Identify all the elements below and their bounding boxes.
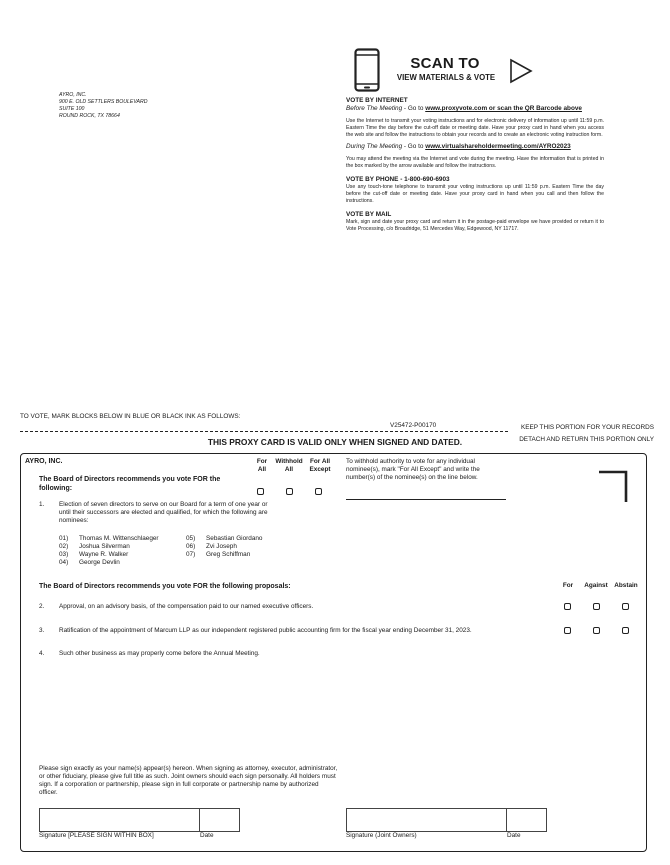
mailing-address: [59, 92, 209, 120]
nominee-name: Sebastian Giordano: [206, 535, 263, 542]
mail-heading: VOTE BY MAIL: [346, 211, 392, 218]
during-meeting-label: During The Meeting: [346, 143, 403, 150]
nominee-num: 03): [59, 551, 69, 558]
internet-before: [346, 105, 604, 113]
nominee-num: 05): [186, 535, 196, 542]
signature-box[interactable]: [39, 808, 200, 832]
sign-instructions: Please sign exactly as your name(s) appear(s) hereon. When signing as attorney, executor, administrator, or other fiduciary, please give full title as such. Joint owners should each sign personally. All holders must sign. If a corporation or partnership, please sign in full corporate or partnership name by authorized officer.: [39, 765, 338, 796]
mark-instruction: TO VOTE, MARK BLOCKS BELOW IN BLUE OR BLACK INK AS FOLLOWS:: [20, 413, 241, 420]
joint-signature-label: Signature (Joint Owners): [346, 832, 417, 839]
col-for-all-l1: For: [256, 458, 268, 465]
col-withhold-l1: Withhold: [275, 458, 303, 465]
nominee-num: 04): [59, 559, 69, 566]
item3-text: Ratification of the appointment of Marcum LLP as our independent registered public accounting firm for the fiscal year ending December 31, 2023.: [59, 627, 472, 634]
nominee-name: Thomas M. Wittenschlaeger: [79, 535, 159, 542]
item4-number: 4.: [39, 650, 45, 657]
item2-text: Approval, on an advisory basis, of the compensation paid to our named executive officers.: [59, 603, 314, 610]
nominee-name: Zvi Joseph: [206, 543, 237, 550]
col-for-all-header: [251, 458, 273, 474]
col-withhold-header: [272, 458, 306, 474]
item1-number: 1.: [39, 501, 45, 508]
internet-para2: You may attend the meeting via the Internet and vote during the meeting. Have the information that is printed in the box marked by the arrow available and follow the instructions.: [346, 156, 604, 169]
col-for-header: For: [562, 582, 574, 589]
nominee-2: [59, 543, 189, 551]
nominee-list-left: [59, 535, 189, 567]
card-company: AYRO, INC.: [25, 458, 63, 465]
internet-para1: Use the Internet to transmit your voting instructions and for electronic delivery of information up until 11:59 p.m. Eastern Time the day before the cut-off date or meeting date. Have your proxy card in hand when you access the web site and follow the instructions to obtain your records and to create an electronic voting instruction form.: [346, 118, 604, 138]
withhold-all-checkbox[interactable]: [286, 488, 293, 495]
address-company: AYRO, INC.: [59, 92, 87, 98]
item1-text: Election of seven directors to serve on our Board for a term of one year or until their successors are elected and qualified, for which the following are nominees:: [59, 501, 268, 524]
col-abstain-header: Abstain: [614, 582, 638, 589]
item2-for-checkbox[interactable]: [564, 603, 571, 610]
col-except-l2: Except: [309, 466, 331, 473]
nominee-1: [59, 535, 189, 543]
phone-heading: VOTE BY PHONE - 1-800-690-6903: [346, 176, 450, 183]
nominee-7: [186, 551, 296, 559]
vote-instructions: [346, 97, 604, 233]
col-except-header: [305, 458, 335, 474]
nominee-num: 06): [186, 543, 196, 550]
item3-against-checkbox[interactable]: [593, 627, 600, 634]
address-line2: SUITE 100: [59, 106, 85, 112]
nominee-number-line[interactable]: [346, 499, 506, 500]
recommend-proposals: The Board of Directors recommends you vote FOR the following proposals:: [39, 583, 291, 590]
tear-line: [20, 431, 508, 432]
item2-number: 2.: [39, 603, 45, 610]
mail-text: Mark, sign and date your proxy card and return it in the postage-paid envelope we have provided or return it to Vote Processing, c/o Broadridge, 51 Mercedes Way, Edgewood, NY 11717.: [346, 219, 604, 232]
nominee-5: [186, 535, 296, 543]
nominee-name: Wayne R. Walker: [79, 551, 129, 558]
nominee-name: Greg Schiffman: [206, 551, 251, 558]
date-label: Date: [200, 832, 214, 839]
nominee-6: [186, 543, 296, 551]
scan-subtitle: VIEW MATERIALS & VOTE: [396, 73, 496, 82]
date-box[interactable]: [199, 808, 240, 832]
nominee-num: 07): [186, 551, 196, 558]
detach-portion-label: DETACH AND RETURN THIS PORTION ONLY: [519, 436, 654, 443]
item4-text: Such other business as may properly come before the Annual Meeting.: [59, 650, 260, 657]
joint-date-label: Date: [507, 832, 521, 839]
item3-abstain-checkbox[interactable]: [622, 627, 629, 634]
nominee-list-right: [186, 535, 296, 559]
valid-notice: THIS PROXY CARD IS VALID ONLY WHEN SIGNED AND DATED.: [207, 437, 463, 447]
during-meeting-text: - Go to: [402, 143, 426, 150]
address-line1: 900 E. OLD SETTLERS BOULEVARD: [59, 99, 148, 105]
for-all-checkbox[interactable]: [257, 488, 264, 495]
before-meeting-label: Before The Meeting: [346, 105, 403, 112]
col-except-l1: For All: [310, 458, 330, 465]
nominee-name: Joshua Silverman: [79, 543, 130, 550]
address-line3: ROUND ROCK, TX 78664: [59, 113, 120, 119]
withhold-instructions: To withhold authority to vote for any individual nominee(s), mark "For All Except" and write the number(s) of the nominee(s) on the line below.: [346, 458, 480, 481]
item3-for-checkbox[interactable]: [564, 627, 571, 634]
nominee-3: [59, 551, 189, 559]
play-arrow-icon: [509, 58, 533, 84]
col-withhold-l2: All: [284, 466, 294, 473]
nominee-num: 01): [59, 535, 69, 542]
item3-number: 3.: [39, 627, 45, 634]
nominee-num: 02): [59, 543, 69, 550]
keep-portion-label: KEEP THIS PORTION FOR YOUR RECORDS: [520, 424, 654, 431]
control-number: V25472-P00170: [390, 422, 437, 429]
for-all-except-checkbox[interactable]: [315, 488, 322, 495]
col-against-header: Against: [584, 582, 608, 589]
col-for-all-l2: All: [257, 466, 267, 473]
phone-text: Use any touch-tone telephone to transmit your voting instructions up until 11:59 p.m. Eastern Time the day before the cut-off date or meeting date. Have your proxy card in hand when you call and then follow the instructions.: [346, 184, 604, 204]
before-meeting-text: - Go to: [402, 105, 426, 112]
scan-title: SCAN TO: [410, 55, 480, 72]
nominee-name: George Devlin: [79, 559, 120, 566]
nominee-4: [59, 559, 189, 567]
item2-abstain-checkbox[interactable]: [622, 603, 629, 610]
corner-mark: [597, 470, 629, 504]
joint-signature-box[interactable]: [346, 808, 507, 832]
signature-label: Signature [PLEASE SIGN WITHIN BOX]: [39, 832, 154, 839]
internet-during: [346, 143, 604, 151]
proxyvote-link[interactable]: www.proxyvote.com or scan the QR Barcode above: [425, 105, 582, 112]
virtual-meeting-link[interactable]: www.virtualshareholdermeeting.com/AYRO2023: [425, 143, 571, 150]
phone-icon: [354, 48, 380, 92]
internet-heading: VOTE BY INTERNET: [346, 97, 408, 104]
recommend-directors: The Board of Directors recommends you vote FOR the following:: [39, 476, 221, 492]
joint-date-box[interactable]: [506, 808, 547, 832]
item2-against-checkbox[interactable]: [593, 603, 600, 610]
